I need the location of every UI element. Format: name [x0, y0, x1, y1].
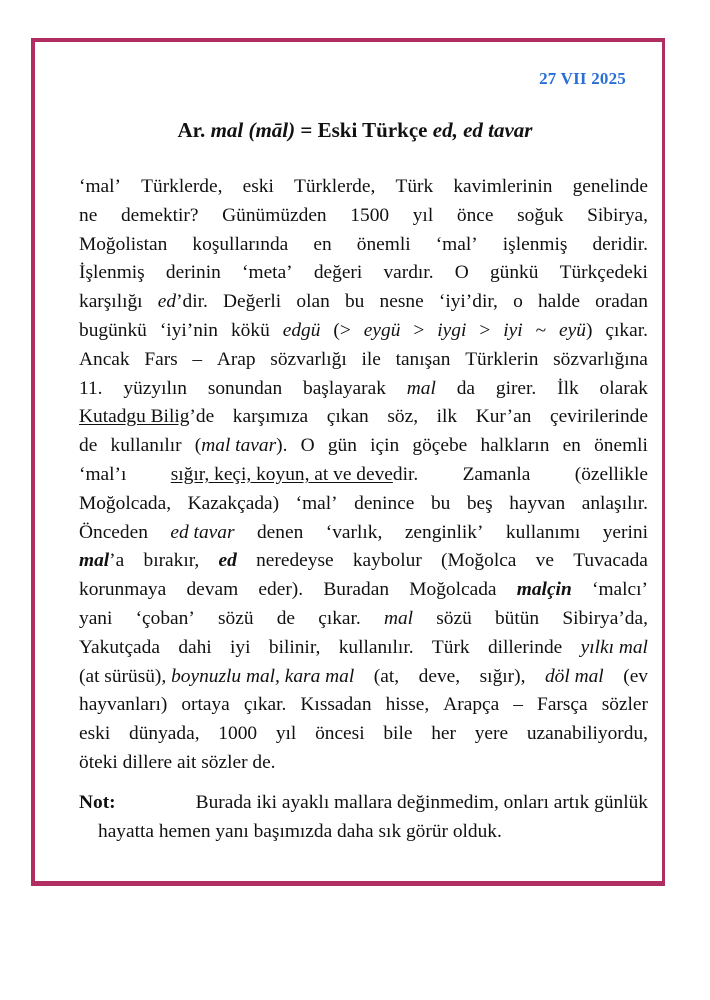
- word: (ev: [623, 665, 648, 687]
- word: kavimlerinin: [453, 176, 553, 197]
- word: ve: [535, 550, 554, 572]
- word: yüzyılın: [123, 377, 187, 399]
- word: bu: [344, 291, 365, 313]
- word: sözvarlığına: [553, 348, 648, 370]
- word: işlenmiş: [502, 233, 568, 255]
- word: gün: [327, 435, 357, 457]
- word: bütün: [494, 607, 540, 629]
- word: önemli: [594, 435, 648, 457]
- word: Türklerde,: [141, 176, 223, 197]
- word-ed-tavar: ed tavar: [170, 521, 235, 543]
- word: Kur’an: [475, 406, 532, 428]
- word-iyi: iyi: [503, 319, 523, 341]
- body-line: [79, 519, 648, 548]
- body-line: [79, 547, 648, 576]
- word-yilki-mal: yılkı mal: [580, 636, 648, 658]
- word: sözler: [601, 694, 648, 716]
- word: sözü: [436, 607, 472, 629]
- word-mal: mal: [406, 377, 436, 399]
- word: Ancak: [79, 348, 130, 370]
- word: yani: [79, 607, 113, 629]
- word: ile: [361, 348, 381, 370]
- word: hayvan: [509, 492, 566, 514]
- word: >: [479, 319, 491, 341]
- word: dünyada,: [129, 723, 200, 745]
- word: denen: [256, 521, 304, 543]
- word: Türklerin: [465, 348, 539, 370]
- word: öncesi: [315, 723, 365, 745]
- word: –: [513, 694, 523, 716]
- word: kullanılır.: [338, 636, 414, 658]
- word: ’dir.: [176, 291, 208, 313]
- word: Sibirya’da,: [562, 607, 648, 629]
- body-line: [79, 576, 648, 605]
- word-iygi: iygi: [437, 319, 467, 341]
- word: Kıssadan: [300, 694, 372, 716]
- word: Türk: [395, 176, 434, 197]
- word: ‘meta’: [242, 262, 293, 284]
- word: bile: [383, 723, 413, 745]
- title-paren: (māl): [248, 118, 296, 142]
- word: halde: [537, 291, 580, 313]
- word: ‘çoban’: [135, 607, 195, 629]
- word: dir.: [392, 463, 419, 485]
- word: ‘mal’: [79, 176, 121, 197]
- word: İlk: [557, 377, 579, 399]
- word: önemli: [356, 233, 411, 255]
- word: sözvarlığı: [270, 348, 347, 370]
- word: Sibirya,: [587, 204, 648, 226]
- word: Tuvacada: [573, 550, 648, 572]
- body-line: [79, 173, 648, 202]
- word: hayvanları): [79, 694, 168, 716]
- word: o: [513, 291, 523, 313]
- word-mal-bold: mal: [79, 550, 110, 572]
- word: ‘iyi’dir,: [438, 291, 498, 313]
- word: genelinde: [572, 176, 648, 197]
- word: sözü: [217, 607, 254, 629]
- word: uzanabiliyordu,: [526, 723, 648, 745]
- word: yerini: [602, 521, 648, 543]
- kutadgu-bilig-underlined: Kutadgu Bilig: [79, 406, 190, 428]
- word: olarak: [599, 377, 648, 399]
- word: ilk: [436, 406, 458, 428]
- word: de: [79, 435, 98, 457]
- word: Moğolcada: [409, 579, 497, 601]
- word: eski: [79, 723, 111, 745]
- word: O: [300, 435, 315, 457]
- body-line: [79, 691, 648, 720]
- word: kökü: [230, 319, 270, 341]
- word: oradan: [595, 291, 648, 313]
- word: karşılığı: [79, 291, 143, 313]
- word: önce: [456, 204, 494, 226]
- word: her: [431, 723, 456, 745]
- word-mal: mal: [383, 607, 414, 629]
- word-ed-bold: ed: [218, 550, 237, 572]
- word: de: [276, 607, 296, 629]
- word-eyu: eyü: [559, 319, 586, 341]
- body-paragraph: [79, 173, 648, 778]
- word: ‘iyi’nin: [159, 319, 219, 341]
- word: çıkan: [326, 406, 369, 428]
- word: Buradan: [323, 579, 390, 601]
- title-prefix: Ar.: [177, 118, 211, 142]
- word: 11.: [79, 377, 103, 399]
- word: ‘mal’: [295, 492, 338, 514]
- word: demektir?: [120, 204, 199, 226]
- word: (at sürüsü): [79, 665, 162, 687]
- word: kullanılır: [110, 435, 182, 457]
- page-title: [0, 118, 710, 143]
- title-mal: mal: [210, 118, 244, 142]
- body-line: [79, 605, 648, 634]
- word: günkü: [489, 262, 539, 284]
- word: Moğolistan: [79, 233, 168, 255]
- word: İşlenmiş: [79, 262, 145, 284]
- word: sığır),: [479, 665, 526, 687]
- word-group: [158, 288, 208, 317]
- body-line: [79, 634, 648, 663]
- word: Yakutçada: [79, 636, 160, 658]
- word: vardır.: [383, 262, 434, 284]
- word: ’a: [109, 550, 125, 572]
- word: bırakır,: [143, 550, 200, 572]
- word: yıl: [412, 204, 434, 226]
- note-label: Not:: [79, 792, 116, 813]
- word: olan: [296, 291, 330, 313]
- word: beş: [466, 492, 493, 514]
- word-edgu: edgü: [282, 319, 321, 341]
- body-line-last: [79, 749, 648, 778]
- animals-underlined: sığır, keçi, koyun, at ve deve: [170, 463, 393, 485]
- word: ‘malcı’: [591, 579, 648, 601]
- word: değeri: [313, 262, 363, 284]
- word: en: [562, 435, 581, 457]
- word: kaybolur: [352, 550, 422, 572]
- word: Farsça: [537, 694, 588, 716]
- word: ’de: [189, 406, 215, 428]
- word: denince: [354, 492, 415, 514]
- body-line: [79, 288, 648, 317]
- word-group: [79, 547, 124, 576]
- word: 1500: [350, 204, 390, 226]
- word: yıl: [275, 723, 297, 745]
- word-boynuzlu-kara-mal: , boynuzlu mal, kara mal: [161, 665, 355, 687]
- word: (özellikle: [574, 463, 648, 485]
- word: Değerli: [223, 291, 282, 313]
- word: göçebe: [412, 435, 468, 457]
- word: iyi: [230, 636, 251, 658]
- body-line: [79, 403, 648, 432]
- word: hisse,: [385, 694, 430, 716]
- word: dillerinde: [487, 636, 563, 658]
- word: ne: [79, 204, 98, 226]
- word: Arap: [216, 348, 256, 370]
- word: Günümüzden: [222, 204, 327, 226]
- word-group: [559, 317, 592, 346]
- word: eski: [242, 176, 274, 197]
- word: sonundan: [207, 377, 283, 399]
- title-eq: = Eski Türkçe: [295, 118, 433, 142]
- word: için: [370, 435, 400, 457]
- word: (: [194, 435, 202, 457]
- word: Moğolcada,: [79, 492, 172, 514]
- word: halkların: [480, 435, 550, 457]
- word: ).: [276, 435, 288, 457]
- body-line: [79, 346, 648, 375]
- word: dahi: [178, 636, 212, 658]
- word-group: [171, 461, 418, 490]
- note-text: Burada iki ayaklı mallara değinmedim, onları artık günlük: [195, 792, 648, 813]
- body-line: [79, 432, 648, 461]
- word: bu: [430, 492, 451, 514]
- word: öteki dillere ait sözler de.: [79, 751, 276, 773]
- word: –: [192, 348, 203, 370]
- body-line: [79, 202, 648, 231]
- note-section: [79, 789, 648, 847]
- word: söz,: [387, 406, 419, 428]
- body-line: [79, 461, 648, 490]
- date-stamp: 27 VII 2025: [539, 69, 626, 88]
- word: Arapça: [443, 694, 500, 716]
- word-ed: ed: [157, 291, 177, 313]
- word: en: [313, 233, 332, 255]
- word: anlaşılır.: [581, 492, 648, 514]
- body-line: [79, 720, 648, 749]
- word: koşullarında: [192, 233, 289, 255]
- word: devam: [186, 579, 239, 601]
- word-malcin-bold: malçin: [516, 579, 572, 601]
- word: derinin: [165, 262, 221, 284]
- word: Zamanla: [462, 463, 531, 485]
- word: girer.: [495, 377, 537, 399]
- body-line: [79, 490, 648, 519]
- word: ‘varlık,: [325, 521, 383, 543]
- word: zenginlik’: [404, 521, 484, 543]
- title-ed: ed, ed tavar: [432, 118, 533, 142]
- word: ortaya: [181, 694, 230, 716]
- word: neredeyse: [256, 550, 334, 572]
- word-group: [79, 663, 354, 692]
- word: deve,: [418, 665, 461, 687]
- word: çevirilerinde: [549, 406, 648, 428]
- word: Türk: [431, 636, 470, 658]
- word: ~: [535, 319, 547, 341]
- word: Önceden: [79, 521, 148, 543]
- word: ‘mal’ı: [79, 463, 127, 485]
- word: bugünkü: [79, 319, 147, 341]
- word-eygu: eygü: [363, 319, 401, 341]
- note-line: [79, 789, 648, 818]
- word: korunmaya: [79, 579, 167, 601]
- word: (at,: [373, 665, 400, 687]
- word: (Moğolca: [441, 550, 517, 572]
- word: karşımıza: [232, 406, 309, 428]
- word: >: [413, 319, 425, 341]
- body-line: [79, 663, 648, 692]
- body-line: [79, 231, 648, 260]
- word: çıkar.: [243, 694, 287, 716]
- word: çıkar.: [318, 607, 361, 629]
- word-mal-tavar: mal tavar: [201, 435, 277, 457]
- word: Kazakçada): [187, 492, 280, 514]
- body-line: [79, 375, 648, 404]
- word: eder).: [258, 579, 304, 601]
- word: tanışan: [395, 348, 451, 370]
- word: 1000: [218, 723, 258, 745]
- word: deridir.: [592, 233, 648, 255]
- word: O: [454, 262, 469, 284]
- word: bilinir,: [268, 636, 321, 658]
- word-dol-mal: döl mal: [544, 665, 604, 687]
- word: yere: [474, 723, 509, 745]
- word: çıkar.: [605, 319, 648, 341]
- word: (>: [333, 319, 351, 341]
- word-group: [79, 403, 214, 432]
- word: ): [585, 319, 593, 341]
- word: ‘mal’: [435, 233, 478, 255]
- word: soğuk: [517, 204, 564, 226]
- note-line-2: hayatta hemen yanı başımızda daha sık görür olduk.: [98, 820, 502, 842]
- word: nesne: [379, 291, 424, 313]
- word-group: [195, 432, 288, 461]
- word: Fars: [144, 348, 178, 370]
- body-line: [79, 317, 648, 346]
- word: başlayarak: [303, 377, 386, 399]
- word: Türkçedeki: [559, 262, 648, 284]
- word: Türklerde,: [294, 176, 376, 197]
- word: kullanımı: [505, 521, 581, 543]
- body-line: [79, 259, 648, 288]
- word: da: [456, 377, 476, 399]
